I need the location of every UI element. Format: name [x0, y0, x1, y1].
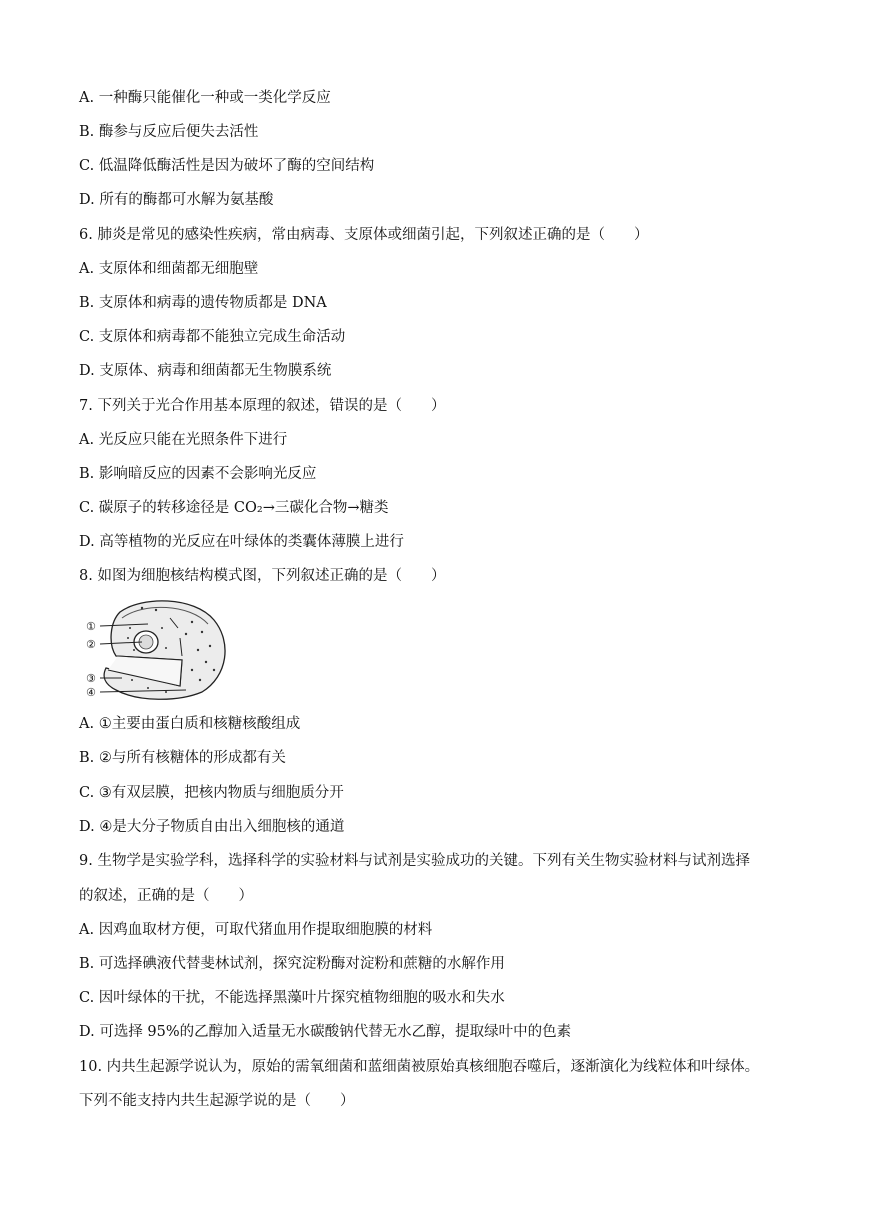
q9-stem-1: 9. 生物学是实验学科，选择科学的实验材料与试剂是实验成功的关键。下列有关生物实验材料与试剂选择: [79, 853, 750, 869]
q7-option-a: A. 光反应只能在光照条件下进行: [79, 432, 288, 448]
q10-stem-2: 下列不能支持内共生起源学说的是（ ）: [79, 1093, 355, 1109]
label-1: ①: [86, 620, 96, 633]
q9-stem-2: 的叙述，正确的是（ ）: [79, 888, 253, 904]
q6-stem: 6. 肺炎是常见的感染性疾病，常由病毒、支原体或细菌引起，下列叙述正确的是（ ）: [79, 227, 649, 243]
q9-option-a: A. 因鸡血取材方便，可取代猪血用作提取细胞膜的材料: [79, 922, 433, 938]
q8-option-b: B. ②与所有核糖体的形成都有关: [79, 750, 286, 766]
q6-option-c: C. 支原体和病毒都不能独立完成生命活动: [79, 329, 346, 345]
q9-option-b: B. 可选择碘液代替斐林试剂，探究淀粉酶对淀粉和蔗糖的水解作用: [79, 956, 505, 972]
q5-option-b: B. 酶参与反应后便失去活性: [79, 124, 259, 140]
q8-option-c: C. ③有双层膜，把核内物质与细胞质分开: [79, 785, 344, 801]
q6-option-a: A. 支原体和细菌都无细胞壁: [79, 261, 259, 277]
q5-option-a: A. 一种酶只能催化一种或一类化学反应: [79, 90, 331, 106]
q10-stem-1: 10. 内共生起源学说认为，原始的需氧细菌和蓝细菌被原始真核细胞吞噬后，逐渐演化为线粒体和叶绿体。: [79, 1059, 760, 1075]
q9-option-c: C. 因叶绿体的干扰，不能选择黑藻叶片探究植物细胞的吸水和失水: [79, 990, 505, 1006]
q6-option-b: B. 支原体和病毒的遗传物质都是 DNA: [79, 295, 327, 311]
q8-option-d: D. ④是大分子物质自由出入细胞核的通道: [79, 819, 345, 835]
q8-option-a: A. ①主要由蛋白质和核糖核酸组成: [79, 716, 301, 732]
q7-stem: 7. 下列关于光合作用基本原理的叙述，错误的是（ ）: [79, 398, 446, 414]
q7-option-c: C. 碳原子的转移途径是 CO₂→三碳化合物→糖类: [79, 500, 389, 516]
q6-option-d: D. 支原体、病毒和细菌都无生物膜系统: [79, 363, 332, 379]
label-4: ④: [86, 686, 96, 699]
label-2: ②: [86, 638, 96, 651]
q5-option-d: D. 所有的酶都可水解为氨基酸: [79, 192, 274, 208]
nucleus-diagram: [82, 598, 232, 702]
q7-option-b: B. 影响暗反应的因素不会影响光反应: [79, 466, 317, 482]
q9-option-d: D. 可选择 95%的乙醇加入适量无水碳酸钠代替无水乙醇，提取绿叶中的色素: [79, 1024, 572, 1040]
q8-stem: 8. 如图为细胞核结构模式图，下列叙述正确的是（ ）: [79, 568, 446, 584]
q5-option-c: C. 低温降低酶活性是因为破坏了酶的空间结构: [79, 158, 375, 174]
q7-option-d: D. 高等植物的光反应在叶绿体的类囊体薄膜上进行: [79, 534, 404, 550]
label-3: ③: [86, 672, 96, 685]
